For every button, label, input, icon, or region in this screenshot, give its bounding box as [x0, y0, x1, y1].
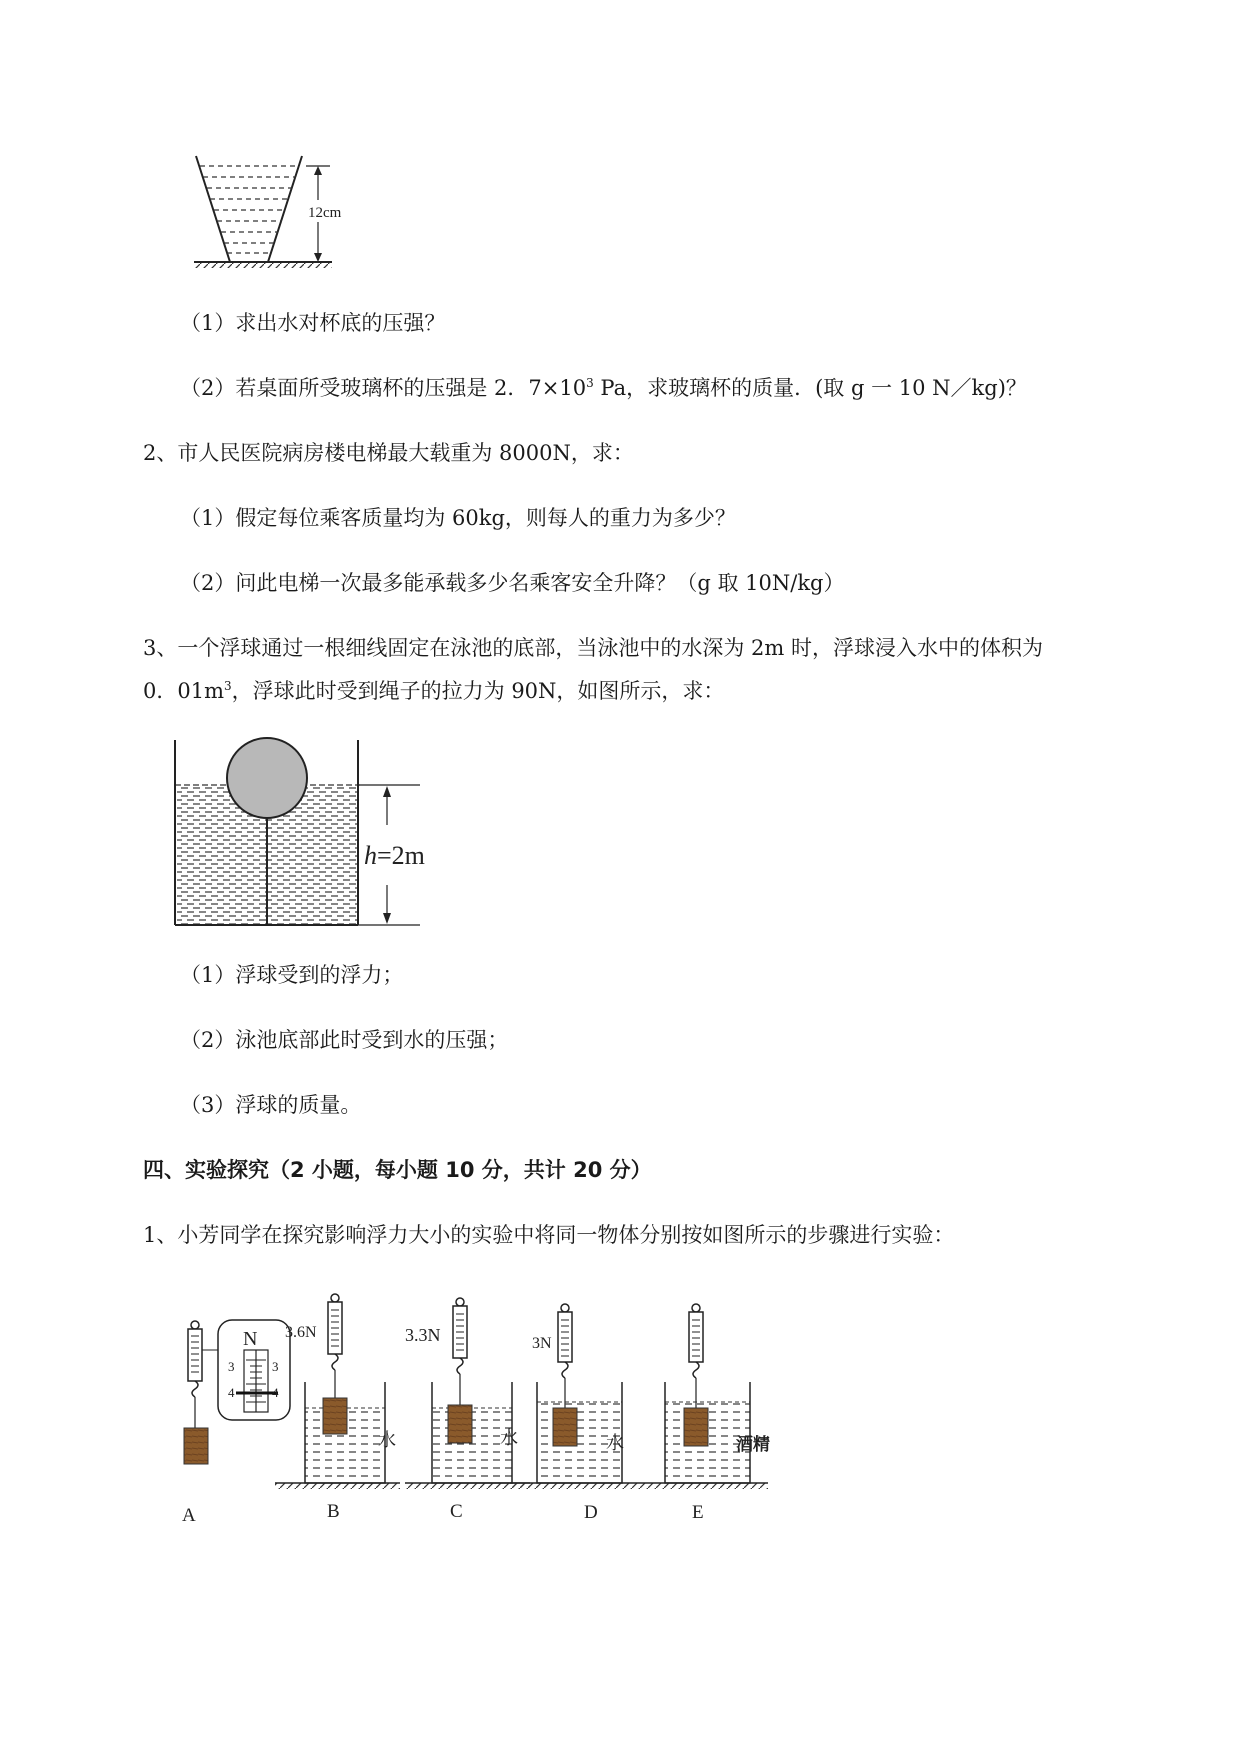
step-e-setup — [640, 1304, 768, 1489]
step-b-liquid-label: 水 — [378, 1430, 396, 1450]
q3-part1: （1）浮球受到的浮力； — [180, 963, 404, 987]
pool-depth-label: h=2m — [364, 841, 425, 870]
step-c-reading: 3.3N — [405, 1325, 441, 1345]
step-label-c: C — [450, 1501, 463, 1522]
q3-stem-line2: 0．$01m^3$，浮球此时受到绳子的拉力为 90N，如图所示，求： — [143, 679, 725, 703]
scale-mark-3-left: 3 — [228, 1359, 235, 1374]
q1-part2: （2）若桌面所受玻璃杯的压强是 2．$7\times 10^3$ Pa，求玻璃杯的质量．(取 g 一 10 N／kg)？ — [180, 376, 1027, 400]
scale-mark-4-left: 4 — [228, 1385, 235, 1400]
step-d-reading: 3N — [532, 1335, 552, 1352]
scale-mark-3-right: 3 — [272, 1359, 279, 1374]
step-label-b: B — [327, 1501, 340, 1522]
step-label-d: D — [584, 1502, 598, 1523]
q3-part2: （2）泳池底部此时受到水的压强； — [180, 1028, 509, 1052]
q1-part1: （1）求出水对杯底的压强？ — [180, 311, 446, 335]
q3-stem-line1: 3、一个浮球通过一根细线固定在泳池的底部，当泳池中的水深为 2m 时，浮球浸入水中的体积为 — [143, 636, 1043, 660]
q2-part1: （1）假定每位乘客质量均为 60kg，则每人的重力为多少？ — [180, 506, 736, 530]
section4-title: 四、实验探究（2 小题，每小题 10 分，共计 20 分） — [143, 1158, 652, 1182]
cup-height-label: 12cm — [308, 205, 342, 221]
step-c-liquid-label: 水 — [500, 1428, 518, 1448]
step-label-a: A — [182, 1505, 196, 1526]
scale-mark-4-right: 4 — [272, 1385, 279, 1400]
step-e-liquid-label: 酒精 — [736, 1435, 770, 1455]
s4-q1-stem: 1、小芳同学在探究影响浮力大小的实验中将同一物体分别按如图所示的步骤进行实验： — [143, 1223, 955, 1247]
step-a-setup — [184, 1321, 218, 1464]
step-d-setup — [510, 1304, 640, 1489]
q2-stem: 2、市人民医院病房楼电梯最大载重为 8000N，求： — [143, 441, 634, 465]
q2-part2: （2）问此电梯一次最多能承载多少名乘客安全升降？（g 取 10N/kg） — [180, 571, 845, 595]
q3-part3: （3）浮球的质量。 — [180, 1093, 362, 1117]
step-d-liquid-label: 水 — [606, 1433, 624, 1453]
step-label-e: E — [692, 1502, 704, 1523]
scale-unit-label: N — [243, 1328, 258, 1350]
step-b-reading: 3.6N — [285, 1324, 317, 1341]
